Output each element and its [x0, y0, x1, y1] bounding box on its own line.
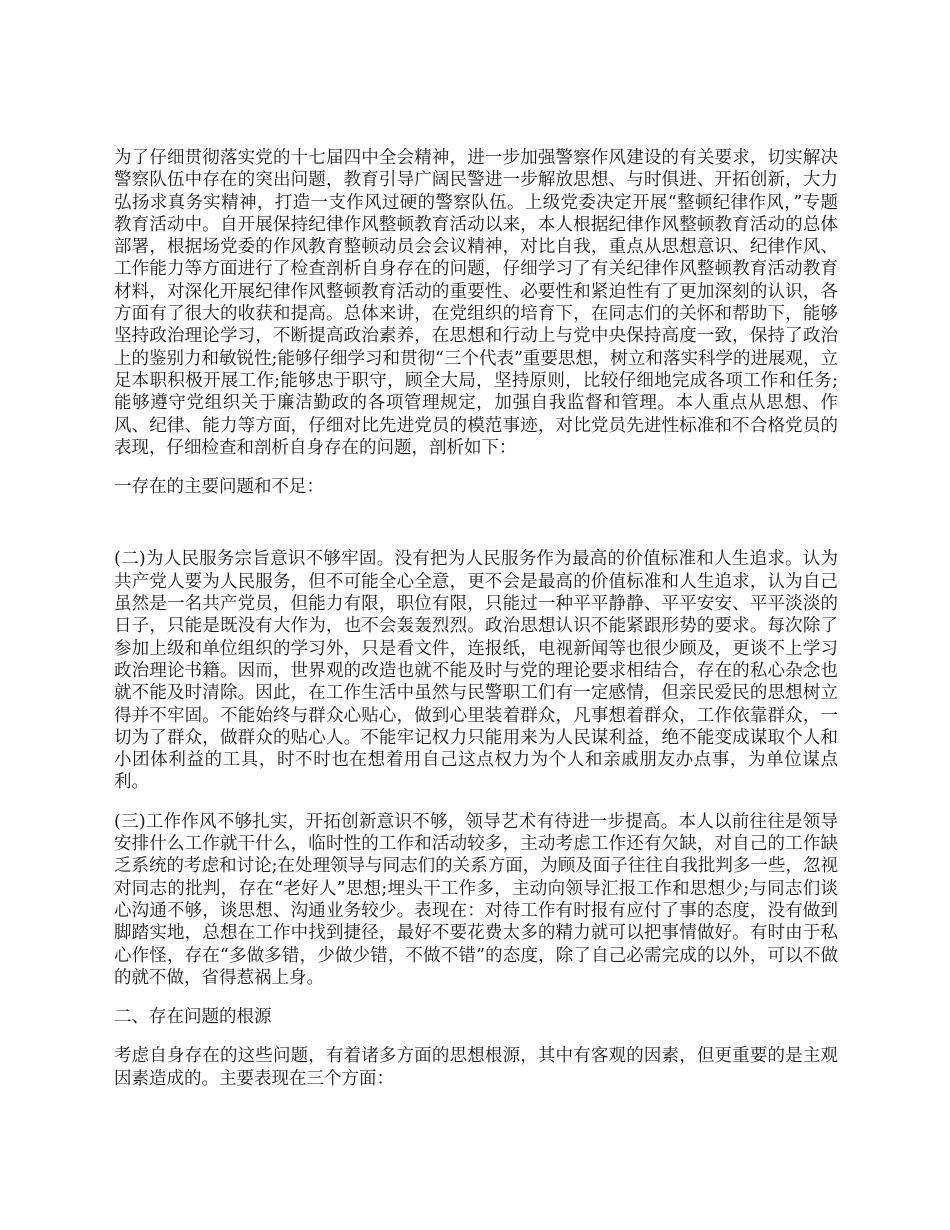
paragraph-spacer	[114, 794, 838, 811]
paragraph-spacer	[114, 1028, 838, 1045]
paragraph-spacer	[114, 989, 838, 1006]
root-causes-paragraph: 考虑自身存在的这些问题，有着诸多方面的思想根源，其中有客观的因素，但更重要的是主观因素造成的。主要表现在三个方面：	[114, 1046, 838, 1089]
section-heading-main-problems: 一存在的主要问题和不足：	[114, 477, 324, 498]
section-heading-root-causes: 二、存在问题的根源	[114, 1007, 272, 1028]
document-page	[114, 147, 838, 1090]
intro-paragraph: 为了仔细贯彻落实党的十七届四中全会精神，进一步加强警察作风建设的有关要求，切实解决警察队伍中存在的突出问题，教育引导广阔民警进一步解放思想、与时俱进、开拓创新，大力弘扬求真务实精神，打造一支作风过硬的警察队伍。上级党委决定开展“整顿纪律作风，”专题教育活动中。自开展保持纪律作风整顿教育活动以来，本人根据纪律作风整顿教育活动的总体部署，根据场党委的作风教育整顿动员会会议精神，对比自我，重点从思想意识、纪律作风、工作能力等方面进行了检查剖析自身存在的问题，仔细学习了有关纪律作风整顿教育活动教育材料，对深化开展纪律作风整顿教育活动的重要性、必要性和紧迫性有了更加深刻的认识，各方面有了很大的收获和提高。总体来讲，在党组织的培育下，在同志们的关怀和帮助下，能够坚持政治理论学习，不断提高政治素养，在思想和行动上与党中央保持高度一致，保持了政治上的鉴别力和敏锐性;能够仔细学习和贯彻“三个代表”重要思想，树立和落实科学的进展观，立足本职积极开展工作;能够忠于职守，顾全大局，坚持原则，比较仔细地完成各项工作和任务;能够遵守党组织关于廉洁勤政的各项管理规定，加强自我监督和管理。本人重点从思想、作风、纪律、能力等方面，仔细对比先进党员的模范事迹，对比党员先进性标准和不合格党员的表现，仔细检查和剖析自身存在的问题，剖析如下：	[114, 148, 838, 458]
paragraph-spacer	[114, 459, 838, 476]
paragraph-spacer	[114, 498, 838, 548]
problem-paragraph-2: (二)为人民服务宗旨意识不够牢固。没有把为人民服务作为最高的价值标准和人生追求。认为共产党人要为人民服务，但不可能全心全意，更不会是最高的价值标准和人生追求，认为自己虽然是一名共产党员，但能力有限，职位有限，只能过一种平平静静、平平安安、平平淡淡的日子，只能是既没有大作为，也不会轰轰烈烈。政治思想认识不能紧跟形势的要求。每次除了参加上级和单位组织的学习外，只是看文件，连报纸，电视新闻等也很少顾及，更谈不上学习政治理论书籍。因而，世界观的改造也就不能及时与党的理论要求相结合，存在的私心杂念也就不能及时清除。因此，在工作生活中虽然与民警职工们有一定感情，但亲民爱民的思想树立得并不牢固。不能始终与群众心贴心，做到心里装着群众，凡事想着群众，工作依靠群众，一切为了群众，做群众的贴心人。不能牢记权力只能用来为人民谋利益，绝不能变成谋取个人和小团体利益的工具，时不时也在想着用自己这点权力为个人和亲戚朋友办点事，为单位谋点利。	[114, 549, 838, 793]
problem-paragraph-3: (三)工作作风不够扎实，开拓创新意识不够，领导艺术有待进一步提高。本人以前往往是领导安排什么工作就干什么，临时性的工作和活动较多，主动考虑工作还有欠缺，对自己的工作缺乏系统的考虑和讨论;在处理领导与同志们的关系方面，为顾及面子往往自我批判多一些，忽视对同志的批判，存在“老好人”思想;埋头干工作多，主动向领导汇报工作和思想少;与同志们谈心沟通不够，谈思想、沟通业务较少。表现在：对待工作有时报有应付了事的态度，没有做到脚踏实地，总想在工作中找到捷径，最好不要花费太多的精力就可以把事情做好。有时由于私心作怪，存在“多做多错，少做少错，不做不错”的态度，除了自己必需完成的以外，可以不做的就不做，省得惹祸上身。	[114, 811, 838, 988]
